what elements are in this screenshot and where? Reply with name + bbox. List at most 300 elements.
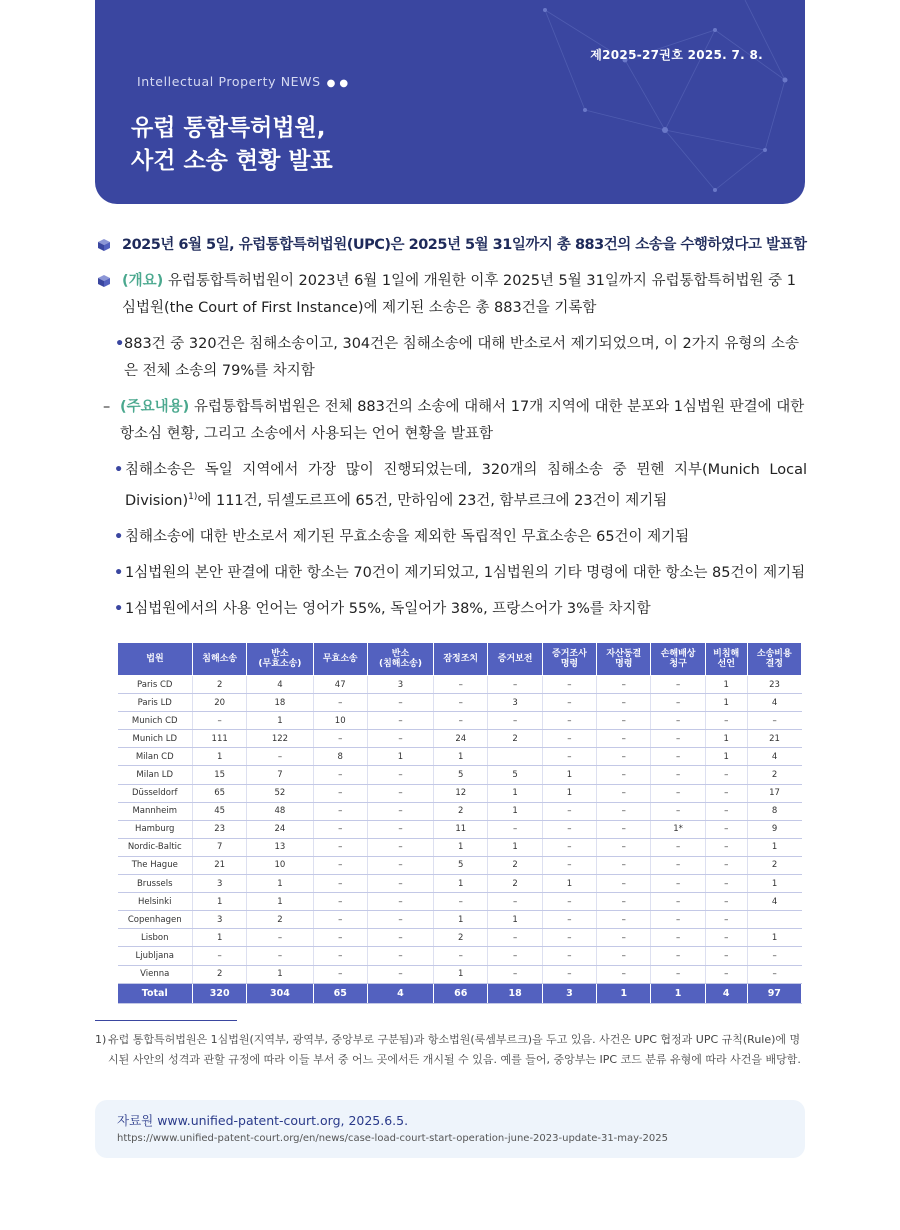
court-name-cell: Nordic-Baltic [118,838,193,856]
column-header-text: 결정 [765,659,783,669]
table-cell: 18 [247,694,313,712]
total-cell: 1 [651,983,705,1003]
table-cell: 7 [247,766,313,784]
table-cell: 12 [434,784,488,802]
court-name-cell: Munich CD [118,712,193,730]
table-cell: 2 [488,875,542,893]
bullet-item [95,331,807,385]
table-cell: 3 [367,676,433,694]
bullet-text: 침해소송에 대한 반소로서 제기된 무효소송을 제외한 독립적인 무효소송은 65건이 제기됨 [125,528,690,545]
summary-item [95,232,807,259]
footnote-ref[interactable]: 1) [188,492,198,502]
source-box [95,1100,805,1158]
table-cell: 4 [747,748,801,766]
table-cell: – [747,712,801,730]
column-header-text: 자산동결 [606,649,642,659]
column-header-text: 명령 [560,659,579,669]
overview-text: 유럽통합특허법원이 2023년 6월 1일에 개원한 이후 2025년 5월 31일까지 유럽통합특허법원 중 1심법원(the Court of First Instance)에 제기된 소송은 총 883건을 기록함 [122,273,796,316]
table-cell: 1 [542,766,596,784]
column-header [434,643,488,676]
table-cell: 2 [488,856,542,874]
table-cell: – [313,911,367,929]
court-name-cell: Copenhagen [118,911,193,929]
table-cell: – [313,947,367,965]
table-cell: – [367,838,433,856]
table-row [118,947,802,965]
table-cell: 8 [747,802,801,820]
table-cell [488,748,542,766]
table-cell: – [542,712,596,730]
total-cell: 1 [597,983,651,1003]
table-cell: 2 [434,802,488,820]
table-row [118,766,802,784]
table-cell: – [597,712,651,730]
table-cell: – [597,838,651,856]
table-cell: – [597,856,651,874]
table-row [118,911,802,929]
table-cell: – [367,911,433,929]
table-cell: 4 [747,694,801,712]
table-cell: – [542,676,596,694]
table-cell: – [651,893,705,911]
source-title: 자료원 www.unified-patent-court.org, 2025.6.5. [117,1113,409,1128]
table-cell: – [488,893,542,911]
table-cell: – [705,766,747,784]
table-cell: – [367,712,433,730]
table-cell: – [434,676,488,694]
table-cell: 21 [747,730,801,748]
table-cell: 1 [747,838,801,856]
table-cell: – [193,712,247,730]
newsletter-label [137,74,352,89]
table-cell: 15 [193,766,247,784]
table-cell: – [367,893,433,911]
title-line-1: 유럽 통합특허법원, [131,115,326,141]
table-cell: – [367,856,433,874]
title-line-2: 사건 소송 현황 발표 [131,148,333,174]
table-cell: – [597,748,651,766]
table-cell: – [488,965,542,983]
court-name-cell: Vienna [118,965,193,983]
table-row [118,965,802,983]
table-cell: – [193,947,247,965]
table-row [118,820,802,838]
table-cell: 2 [434,929,488,947]
table-cell: – [705,784,747,802]
table-cell: – [542,929,596,947]
overview-label: (개요) [122,273,164,289]
court-name-cell: Düsseldorf [118,784,193,802]
dot-bullet-icon: • [114,564,124,581]
column-header-text: 손해배상 [660,649,696,659]
column-header [705,643,747,676]
table-cell: – [705,965,747,983]
dash-bullet-icon: – [103,399,111,415]
summary-text: 2025년 6월 5일, 유럽통합특허법원(UPC)은 2025년 5월 31일까지 총 883건의 소송을 수행하였다고 발표함 [122,237,807,253]
bullet-text: 1심법원에서의 사용 언어는 영어가 55%, 독일어가 38%, 프랑스어가 3%를 차지함 [125,600,651,617]
column-header [651,643,705,676]
header-banner [95,0,805,204]
table-cell: 13 [247,838,313,856]
table-cell: 65 [193,784,247,802]
issue-number: 제2025-27권호 2025. 7. 8. [590,48,763,62]
table-cell: – [488,820,542,838]
table-row [118,784,802,802]
table-cell: 10 [313,712,367,730]
table-cell: – [705,838,747,856]
table-cell: 1 [434,965,488,983]
table-cell: 2 [488,730,542,748]
table-cell: 1 [705,730,747,748]
cube-bullet-icon [98,239,110,251]
table-cell: – [651,748,705,766]
overview-item [95,268,807,322]
table-cell: – [313,766,367,784]
table-cell: 2 [193,965,247,983]
source-url[interactable]: https://www.unified-patent-court.org/en/news/case-load-court-start-operation-june-2023-update-31-may-2025 [117,1133,668,1144]
table-cell: – [542,856,596,874]
table-cell: – [597,947,651,965]
table-cell: – [542,802,596,820]
table-cell: – [367,929,433,947]
table-cell: 3 [488,694,542,712]
table-cell: 1 [247,712,313,730]
column-header-text: 무효소송 [322,654,358,664]
table-row [118,875,802,893]
bullet-item [95,596,807,623]
table-cell: – [542,911,596,929]
table-cell: 48 [247,802,313,820]
newsletter-name: Intellectual Property NEWS [137,74,321,89]
table-cell: – [542,838,596,856]
table-cell: 1 [705,676,747,694]
column-header-text: 청구 [669,659,687,669]
table-cell: – [434,694,488,712]
page-title [131,112,333,178]
table-cell: – [313,730,367,748]
table-cell: – [651,712,705,730]
total-cell: 304 [247,983,313,1003]
court-name-cell: Hamburg [118,820,193,838]
table-cell: – [434,712,488,730]
table-cell: 2 [747,856,801,874]
table-cell: – [705,875,747,893]
table-cell: 1 [247,875,313,893]
table-cell: – [597,875,651,893]
court-name-cell: Milan CD [118,748,193,766]
table-cell: – [705,820,747,838]
table-cell: – [434,893,488,911]
table-cell: 111 [193,730,247,748]
table-cell: – [313,893,367,911]
table-cell: – [313,856,367,874]
table-row [118,802,802,820]
dots-icon: ●● [326,78,353,89]
table-cell: – [705,929,747,947]
table-row [118,893,802,911]
table-cell: 1* [651,820,705,838]
footnote-number: 1) [95,1033,107,1046]
column-header [313,643,367,676]
column-header-text: 침해소송 [202,654,238,664]
network-graphic-icon [485,0,805,204]
table-cell: – [542,730,596,748]
court-name-cell: Paris CD [118,676,193,694]
court-name-cell: Paris LD [118,694,193,712]
table-cell: 23 [747,676,801,694]
table-cell: 5 [434,856,488,874]
court-name-cell: Ljubljana [118,947,193,965]
table-cell: 4 [247,676,313,694]
table-cell: – [651,929,705,947]
table-cell: – [367,784,433,802]
table-cell: 47 [313,676,367,694]
article-body [95,232,807,632]
table-row [118,676,802,694]
total-row [118,983,802,1003]
column-header-text: 잠정조치 [443,654,479,664]
table-cell: – [651,784,705,802]
total-cell: 3 [542,983,596,1003]
column-header-text: (침해소송) [378,659,422,669]
court-name-cell: Lisbon [118,929,193,947]
bullet-text: 1심법원의 본안 판결에 대한 항소는 70건이 제기되었고, 1심법원의 기타 명령에 대한 항소는 85건이 제기됨 [125,564,806,581]
column-header-text: (무효소송) [258,659,302,669]
table-cell: – [247,929,313,947]
table-cell: – [651,766,705,784]
footnote [95,1030,807,1070]
table-cell: 1 [434,875,488,893]
table-cell: 2 [747,766,801,784]
table-cell: – [367,694,433,712]
table-cell: 2 [193,676,247,694]
table-cell: 8 [313,748,367,766]
table-cell: – [651,730,705,748]
column-header-text: 반소 [391,649,410,659]
court-name-cell: The Hague [118,856,193,874]
table-cell: – [542,748,596,766]
table-cell: – [247,748,313,766]
table-cell: 1 [434,838,488,856]
table-cell: – [488,676,542,694]
bullet-item [95,524,807,551]
table-cell: – [705,802,747,820]
table-cell: – [651,947,705,965]
column-header [488,643,542,676]
table-cell: 9 [747,820,801,838]
table-cell: – [705,712,747,730]
total-cell: 97 [747,983,801,1003]
table-cell: 7 [193,838,247,856]
table-cell: 21 [193,856,247,874]
main-content-item [95,394,807,448]
column-header [193,643,247,676]
table-cell: 20 [193,694,247,712]
table-cell: – [597,694,651,712]
dot-bullet-icon: • [114,528,124,545]
table-cell: 1 [488,838,542,856]
table-cell: – [313,784,367,802]
table-cell: – [597,802,651,820]
total-cell: 4 [705,983,747,1003]
table-cell: 17 [747,784,801,802]
table-row [118,838,802,856]
main-content-text: 유럽통합특허법원은 전체 883건의 소송에 대해서 17개 지역에 대한 분포와 1심법원 판결에 대한 항소심 현황, 그리고 소송에서 사용되는 언어 현황을 발표함 [120,399,805,442]
table-cell: – [247,947,313,965]
court-name-cell: Helsinki [118,893,193,911]
table-cell: – [488,947,542,965]
total-cell: 65 [313,983,367,1003]
total-cell: 18 [488,983,542,1003]
table-cell: 2 [247,911,313,929]
table-cell: – [747,947,801,965]
table-cell: – [705,856,747,874]
table-row [118,712,802,730]
table-cell: – [542,965,596,983]
column-header-text: 명령 [615,659,633,669]
table-cell: – [597,929,651,947]
table-cell: – [597,820,651,838]
column-header [367,643,433,676]
table-cell: – [488,929,542,947]
table-cell: – [367,965,433,983]
table-cell: 11 [434,820,488,838]
dot-bullet-icon: • [114,462,124,478]
table-cell: 1 [747,929,801,947]
table-cell: 1 [542,875,596,893]
table-cell: 3 [193,875,247,893]
table-cell: – [313,929,367,947]
column-header-text: 법원 [146,654,164,664]
total-label-cell: Total [118,983,193,1003]
table-row [118,748,802,766]
table-cell: – [597,730,651,748]
table-cell: 1 [367,748,433,766]
table-cell: – [597,911,651,929]
court-name-cell: Munich LD [118,730,193,748]
column-header [542,643,596,676]
table-cell: – [651,694,705,712]
court-name-cell: Mannheim [118,802,193,820]
table-cell: – [705,911,747,929]
bullet-text: 에 111건, 뒤셀도르프에 65건, 만하임에 23건, 함부르크에 23건이 제기됨 [197,492,668,509]
table-cell: – [313,965,367,983]
table-cell: 5 [488,766,542,784]
table-cell: 45 [193,802,247,820]
table-cell: – [597,965,651,983]
table-cell: 24 [434,730,488,748]
table-cell: 1 [193,748,247,766]
column-header [747,643,801,676]
column-header-text: 증거조사 [552,649,587,659]
table-cell: 1 [434,911,488,929]
total-cell: 320 [193,983,247,1003]
table-cell: – [651,911,705,929]
table-cell: 1 [488,802,542,820]
footnote-divider [95,1020,237,1021]
table-cell: – [597,784,651,802]
table-cell: – [747,965,801,983]
total-cell: 4 [367,983,433,1003]
table-cell: – [313,694,367,712]
column-header-text: 증거보전 [497,654,533,664]
table-cell: – [651,875,705,893]
table-cell: – [367,820,433,838]
table-cell: – [313,875,367,893]
table-cell: 3 [193,911,247,929]
table-cell: – [597,893,651,911]
table-cell: – [597,766,651,784]
column-header-text: 반소 [271,649,289,659]
column-header-text: 소송비용 [756,649,792,659]
table-cell: – [367,802,433,820]
column-header [247,643,313,676]
column-header [597,643,651,676]
table-cell: – [651,676,705,694]
table-cell: 23 [193,820,247,838]
table-cell: – [597,676,651,694]
table-row [118,730,802,748]
table-cell: 1 [488,911,542,929]
table-cell: – [651,838,705,856]
table-cell: – [542,893,596,911]
table-cell: 1 [193,893,247,911]
table-cell: 1 [542,784,596,802]
table-cell [747,911,801,929]
table-cell: 1 [434,748,488,766]
table-cell: 24 [247,820,313,838]
table-cell: 52 [247,784,313,802]
footnote-text: 유럽 통합특허법원은 1심법원(지역부, 광역부, 중앙부로 구분됨)과 항소법원(룩셈부르크)을 두고 있음. 사건은 UPC 협정과 UPC 규칙(Rule)에 명시된 사안의 성격과 관할 규정에 따라 이들 부서 중 어느 곳에서든 개시될 수 있음. 예를 들어, 중앙부는 IPC 코드 분류 유형에 따라 사건을 배당함. [108,1033,801,1066]
table-cell: – [313,838,367,856]
bullet-text: 883건 중 320건은 침해소송이고, 304건은 침해소송에 대해 반소로서 제기되었으며, 이 2가지 유형의 소송은 전체 소송의 79%를 차지함 [124,336,800,379]
table-cell: – [313,802,367,820]
table-cell: – [705,893,747,911]
table-cell: 10 [247,856,313,874]
main-content-label: (주요내용) [120,399,190,415]
table-cell: 1 [488,784,542,802]
table-header-row [118,643,802,676]
table-cell: – [367,947,433,965]
table-cell: – [651,802,705,820]
table-cell: 1 [247,893,313,911]
column-header-text: 비침해 [713,649,740,659]
table-cell: 1 [247,965,313,983]
table-cell: – [542,820,596,838]
table-cell: – [542,947,596,965]
court-name-cell: Milan LD [118,766,193,784]
table-cell: 1 [705,694,747,712]
table-cell: 122 [247,730,313,748]
dot-bullet-icon: • [114,600,124,617]
total-cell: 66 [434,983,488,1003]
table-cell: – [367,875,433,893]
table-cell: – [367,730,433,748]
case-load-table [117,642,802,1004]
table-cell: 1 [705,748,747,766]
table-row [118,694,802,712]
table-cell: – [542,694,596,712]
bullet-text: 침해소송은 독일 지역에서 가장 많이 진행되었는데, 320개의 침해소송 중 뮌헨 지부(Munich Local Division) [125,462,807,509]
table-cell: 1 [193,929,247,947]
table-cell: 4 [747,893,801,911]
table-cell: – [705,947,747,965]
dot-bullet-icon: • [115,336,125,352]
table-row [118,856,802,874]
table-row [118,929,802,947]
bullet-item [95,457,807,515]
table-cell: – [488,712,542,730]
